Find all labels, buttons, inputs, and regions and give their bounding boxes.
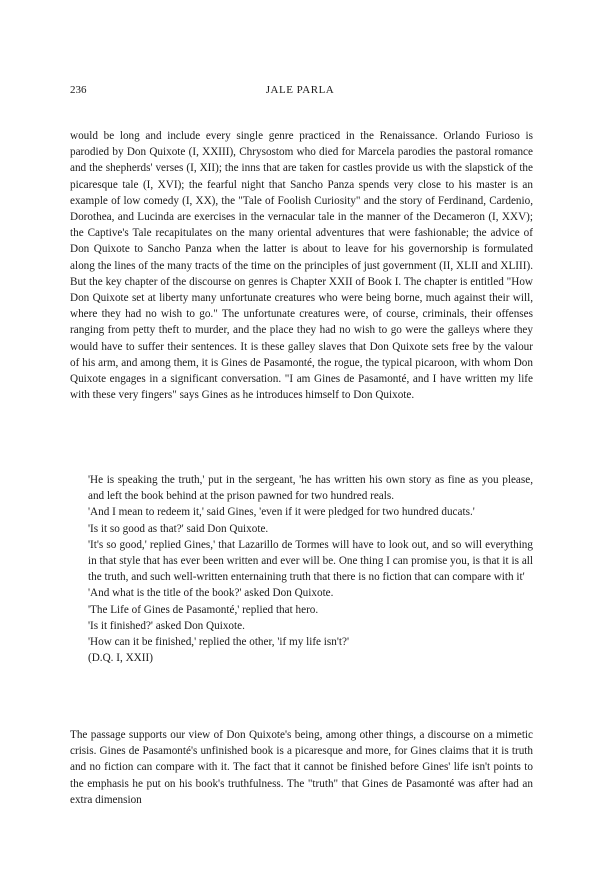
quote-line: 'Is it so good as that?' said Don Quixote.: [88, 522, 269, 535]
quote-line: 'The Life of Gines de Pasamonté,' replied that hero.: [88, 603, 319, 616]
page-number: 236: [70, 84, 87, 96]
quote-line: 'How can it be finished,' replied the other, 'if my life isn't?': [88, 636, 349, 649]
quote-line: 'And I mean to redeem it,' said Gines, 'even if it were pledged for two hundred ducats.': [88, 506, 475, 519]
running-head: JALE PARLA: [265, 84, 335, 96]
quote-line: 'Is it finished?' asked Don Quixote.: [88, 619, 245, 632]
body-paragraph-2: The passage supports our view of Don Quixote's being, among other things, a discourse on a mimetic crisis. Gines de Pasamonté's unfinished book is a picaresque and more, for Gines claims that it is truth and no fiction can compare with it. The fact that it cannot be finished before Gines' life isn't points to the emphasis he put on his book's truthfulness. The "truth" that Gines de Pasamonté was after had an extra dimension: [70, 729, 533, 806]
quote-citation: (D.Q. I, XXII): [88, 652, 153, 665]
quote-line: 'It's so good,' replied Gines,' that Lazarillo de Tormes will have to look out, and so will everything in that style that has ever been written and ever will be. One thing I can promise you, is that it is all the truth, and such well-written enternaining truth that there is no fiction that can compare with it': [88, 538, 533, 584]
quote-line: 'He is speaking the truth,' put in the sergeant, 'he has written his own story as fine as you please, and left the book behind at the prison pawned for two hundred reals.: [88, 474, 533, 503]
page-header: [70, 84, 530, 100]
quote-line: 'And what is the title of the book?' asked Don Quixote.: [88, 587, 334, 600]
block-quote: [88, 472, 533, 666]
body-paragraph-1: would be long and include every single genre practiced in the Renaissance. Orlando Furioso is parodied by Don Quixote (I, XXIII), Chrysostom who died for Marcela parodies the pastoral romance and the shepherds' verses (I, XII); the inns that are taken for castles provide us with the slapstick of the picaresque tale (I, XVI); the fearful night that Sancho Panza spends very close to his master is an example of low comedy (I, XX), the "Tale of Foolish Curiosity" and the story of Ferdinand, Cardenio, Dorothea, and Lucinda are exercises in the vernacular tale in the manner of the Decameron (I, XXV); the Captive's Tale recapitulates on the many oriental adventures that were fashionable; the advice of Don Quixote to Sancho Panza when the latter is about to leave for his governorship is formulated along the lines of the many tracts of the time on the principles of just government (II, XLII and XLIII). But the key chapter of the discourse on genres is Chapter XXII of Book I. The chapter is entitled "How Don Quixote set at liberty many unfortunate creatures who were being borne, much against their will, where they had no wish to go." The unfortunate creatures were, of course, criminals, their offenses ranging from petty theft to murder, and the place they had no wish to go were the galleys where they would have to suffer their sentences. It is these galley slaves that Don Quixote sets free by the valour of his arm, and among them, it is Gines de Pasamonté, the rogue, the typical picaroon, with whom Don Quixote engages in a significant conversation. "I am Gines de Pasamonté, and I have written my life with these very fingers" says Gines as he introduces himself to Don Quixote.: [70, 130, 533, 402]
